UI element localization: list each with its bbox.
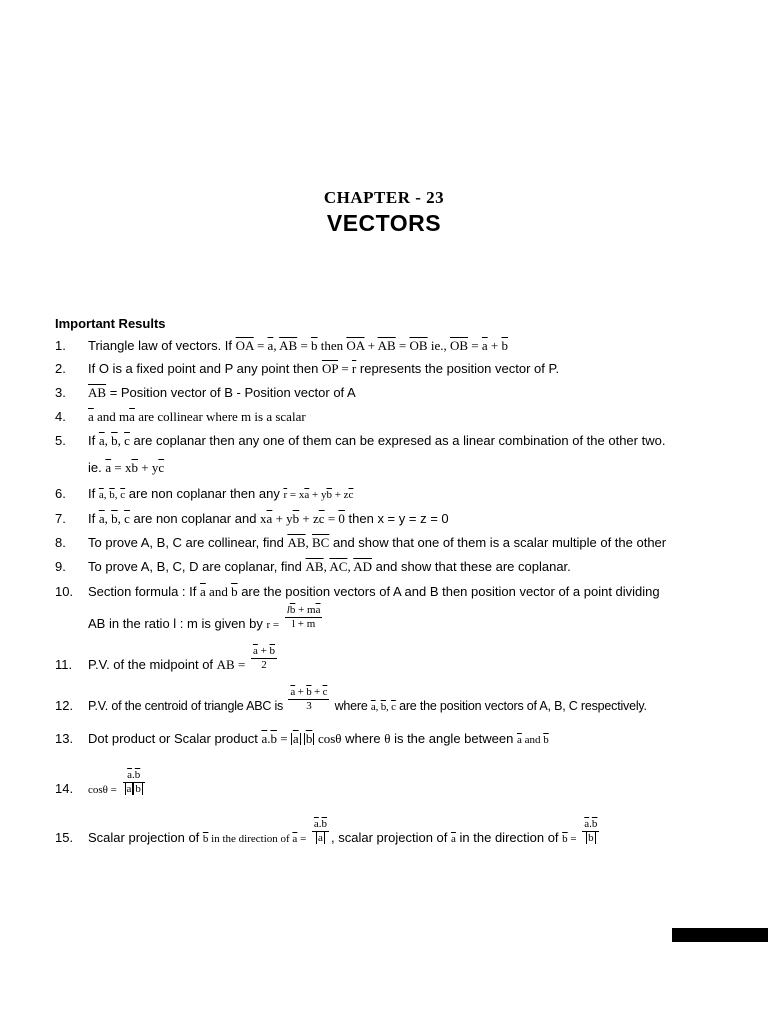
item-number: 4. [55, 409, 66, 424]
item-math: $\overline{a} = x\overline{b} + y\overline{c}$ [105, 460, 165, 475]
item-text: , scalar projection of [331, 830, 448, 845]
item-math: $\overline{a}$, $\overline{b}$, $\overline{c}$ [98, 433, 130, 448]
item-math: cosθ = [88, 784, 117, 796]
item-number: 11. [55, 657, 73, 672]
fraction-numerator: $l\overline{b} + m\overline{a}$ [286, 604, 321, 617]
item-math: $\overline{OA} = \overline{a}$, $\overline{AB} = \overline{b}$ then $\overline{OA} + \overline{AB} = \overline{OB}$ ie., $\overline{OB} = \overline{a} + \overline{b}$ [235, 338, 508, 353]
fraction-numerator: $\overline{a}.\overline{b}$ [313, 818, 328, 831]
item-text: Dot product or Scalar product [88, 731, 258, 746]
fraction-denominator: $\overline{a}$ $\overline{b}$ [126, 783, 141, 796]
item-math: $\overline{a}$ [451, 833, 456, 845]
result-item-continuation [55, 604, 735, 640]
fraction-numerator: $\overline{a}.\overline{b}$ [584, 818, 598, 831]
item-text: and show that these are coplanar. [375, 559, 571, 574]
item-text: are the position vectors of A, B, C respectively. [399, 699, 647, 713]
item-text: P.V. of the midpoint of [88, 657, 214, 672]
item-text: If [88, 511, 96, 526]
fraction [582, 818, 599, 845]
item-text: AB [88, 616, 106, 631]
item-number: 13. [55, 731, 74, 746]
item-text: Triangle law of vectors. If [88, 338, 233, 353]
item-math: $\overline{a}.\overline{b} = \overline{a}$ $\overline{b}$ [261, 731, 313, 746]
fraction [288, 686, 329, 713]
fraction-denominator: b [588, 832, 594, 845]
item-number: 2. [55, 361, 66, 376]
item-text: where [334, 699, 368, 713]
chapter-title: VECTORS [326, 210, 442, 236]
item-math: $\overline{a}$, $\overline{b}$, $\overline{c}$ [98, 489, 126, 501]
item-math: $\overline{a}$, $\overline{b}$, $\overline{c}$ [98, 511, 130, 526]
item-math: $\overline{AB}$ [88, 385, 107, 400]
item-text: = Position vector of B - Position vector of A [109, 385, 356, 400]
item-text: If [88, 433, 96, 448]
item-text: P.V. of the centroid of triangle ABC is [88, 699, 284, 713]
item-text: If [88, 486, 96, 501]
item-text: are the position vectors of A and B then position vector of a point dividing [241, 584, 660, 599]
item-text: are non coplanar and [133, 511, 257, 526]
item-number: 1. [55, 338, 66, 353]
item-math: cosθ [317, 731, 342, 746]
section-heading: Important Results [55, 316, 166, 331]
item-number: 7. [55, 511, 66, 526]
item-math: AB = [216, 657, 246, 672]
item-text: Scalar projection of [88, 830, 200, 845]
item-text: are coplanar then any one of them can be expresed as a linear combination of the other two. [133, 433, 666, 448]
item-number: 12. [55, 698, 74, 713]
item-math: r = [266, 619, 280, 631]
item-text: is the angle between [394, 731, 514, 746]
item-text: in the direction of [459, 830, 559, 845]
item-math: θ [384, 731, 391, 746]
item-math: $\overline{a}$ and $\overline{b}$ [516, 734, 549, 746]
item-text: represents the position vector of P. [359, 361, 560, 376]
item-number: 3. [55, 385, 66, 400]
item-math: $x\overline{a} + y\overline{b} + z\overline{c} = 0$ [260, 511, 345, 526]
item-math: $\overline{AB}$, $\overline{BC}$ [287, 535, 330, 550]
item-number: 10. [55, 584, 74, 599]
fraction-denominator: 3 [306, 700, 312, 713]
item-math: $\overline{OP} = \overline{r}$ [321, 361, 357, 376]
fraction-numerator: $\overline{a}.\overline{b}$ [123, 769, 145, 783]
item-text: Section formula : If [88, 584, 197, 599]
item-text: in the ratio [108, 616, 170, 631]
fraction [312, 818, 329, 845]
item-number: 15. [55, 830, 74, 845]
item-text: l : m is given by [173, 616, 263, 631]
item-text: and show that one of them is a scalar multiple of the other [332, 535, 667, 550]
item-text: ie. [88, 460, 102, 475]
item-text: To prove A, B, C are collinear, find [88, 535, 284, 550]
item-math: $\overline{r} = x\overline{a} + y\overline{b} + z\overline{c}$ [283, 489, 354, 501]
item-math: $\overline{b}$ = [562, 833, 577, 845]
item-math: $\overline{AB}$, $\overline{AC}$, $\overline{AD}$ [305, 559, 373, 574]
fraction [123, 769, 145, 796]
page-edge-bar [672, 928, 768, 942]
item-math: $\overline{b}$ in the direction of $\overline{a}$ = [202, 833, 307, 845]
item-text: If O is a fixed point and P any point then [88, 361, 319, 376]
item-text: then x = y = z = 0 [348, 511, 449, 526]
chapter-title-block [0, 188, 768, 237]
item-math: $\overline{a}$ and $m\overline{a}$ are collinear where m is a scalar [88, 409, 306, 424]
item-math: $\overline{a}$, $\overline{b}$, $\overline{c}$ [370, 701, 396, 713]
item-number: 14. [55, 781, 74, 796]
item-number: 9. [55, 559, 66, 574]
item-number: 6. [55, 486, 66, 501]
fraction-numerator: $\overline{a} + \overline{b} + \overline{c}$ [290, 686, 328, 699]
fraction-denominator: l + m [291, 618, 316, 631]
item-number: 5. [55, 433, 66, 448]
fraction-numerator: $\overline{a} + \overline{b}$ [252, 645, 276, 658]
chapter-number: CHAPTER - 23 [323, 188, 445, 207]
item-text: where [345, 731, 381, 746]
fraction-denominator: 2 [261, 659, 267, 672]
fraction [285, 604, 323, 631]
item-text: are non coplanar then any [128, 486, 280, 501]
fraction [251, 645, 277, 672]
fraction-denominator: a [318, 832, 323, 845]
item-text: To prove A, B, C, D are coplanar, find [88, 559, 302, 574]
item-math: $\overline{a}$ and $\overline{b}$ [200, 584, 238, 599]
item-number: 8. [55, 535, 66, 550]
